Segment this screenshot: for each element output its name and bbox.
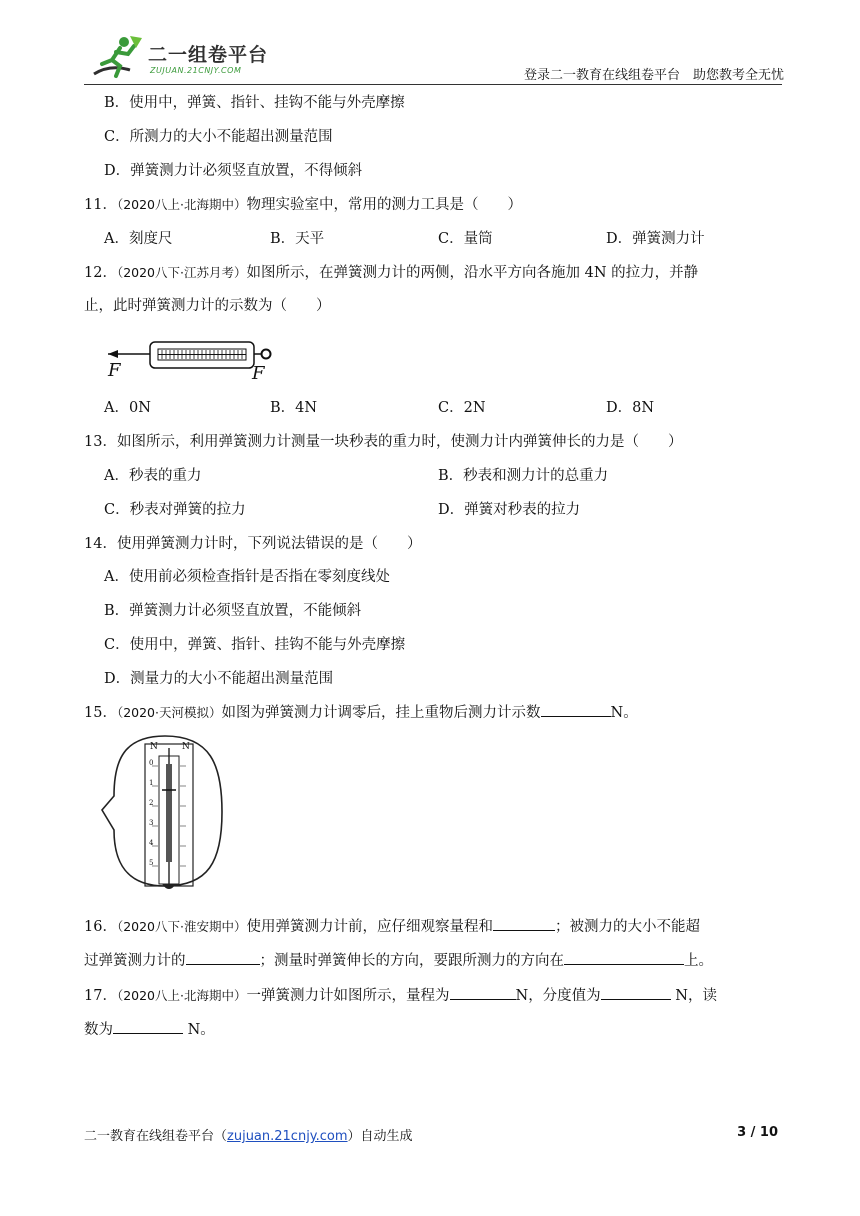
q14-option-c: C．使用中，弹簧、指针、挂钩不能与外壳摩擦 — [104, 637, 406, 653]
q12-stem-line1 — [84, 263, 698, 283]
q10-option-d: D．弹簧测力计必须竖直放置，不得倾斜 — [104, 163, 363, 179]
q15-scale-5: 5 — [149, 859, 154, 867]
q12-number: 12． — [84, 265, 117, 281]
footer-source — [84, 1125, 413, 1144]
q15-unit-right: N — [182, 742, 190, 752]
q11-number: 11． — [84, 197, 117, 213]
q12-option-a: A．0N — [104, 400, 151, 416]
spring-scale-horizontal-figure — [104, 336, 274, 388]
q12-option-d: D．8N — [606, 400, 655, 416]
q13-option-d: D．弹簧对秒表的拉力 — [438, 502, 581, 518]
q13-option-a: A．秒表的重力 — [104, 468, 202, 484]
q13-text: 如图所示，利用弹簧测力计测量一块秒表的重力时，使测力计内弹簧伸长的力是（ ） — [116, 434, 683, 450]
q17-line1 — [84, 985, 717, 1006]
q10-option-b: B．使用中，弹簧、指针、挂钩不能与外壳摩擦 — [104, 95, 405, 111]
q17-text-1: 一弹簧测力计如图所示，量程为 — [246, 988, 450, 1004]
q15-scale-1: 1 — [149, 779, 154, 787]
q15-text: 如图为弹簧测力计调零后，挂上重物后测力计示数 — [221, 705, 541, 721]
q16-blank-2[interactable] — [186, 950, 260, 965]
q14-text: 使用弹簧测力计时，下列说法错误的是（ ） — [116, 536, 422, 552]
q11-option-a: A．刻度尺 — [104, 231, 173, 247]
spring-scale-vertical-figure — [100, 734, 230, 894]
q16-source: （2020八下·淮安期中） — [116, 919, 247, 934]
header-divider — [84, 84, 782, 85]
q12-force-label-right: F — [252, 363, 265, 384]
q11-text: 物理实验室中，常用的测力工具是（ ） — [246, 197, 522, 213]
q14-stem — [84, 534, 421, 554]
header-slogan: 登录二一教育在线组卷平台 助您教考全无忧 — [523, 68, 784, 83]
q15-scale-2: 2 — [149, 799, 154, 807]
q15-unit-left: N — [150, 742, 158, 752]
q10-option-c: C．所测力的大小不能超出测量范围 — [104, 129, 333, 145]
q17-text-5: N。 — [183, 1022, 215, 1038]
footer-link[interactable]: zujuan.21cnjy.com — [227, 1129, 348, 1144]
q11-option-c: C．量筒 — [438, 231, 493, 247]
q12-text-1: 如图所示，在弹簧测力计的两侧，沿水平方向各施加 4N 的拉力，并静 — [246, 265, 699, 281]
page-number: 3 / 10 — [737, 1125, 778, 1140]
q17-number: 17． — [84, 988, 117, 1004]
q16-blank-1[interactable] — [493, 916, 555, 931]
logo-subtext: ZUJUAN.21CNJY.COM — [150, 66, 242, 75]
q11-option-d: D．弹簧测力计 — [606, 231, 705, 247]
footer-text-after: ）自动生成 — [347, 1129, 413, 1144]
q12-option-c: C．2N — [438, 400, 486, 416]
q14-option-a: A．使用前必须检查指针是否指在零刻度线处 — [104, 569, 390, 585]
q16-text-3: 过弹簧测力计的 — [84, 953, 186, 969]
q12-force-label-left: F — [108, 360, 121, 381]
q13-stem — [84, 432, 682, 452]
q13-option-b: B．秒表和测力计的总重力 — [438, 468, 609, 484]
q14-number: 14． — [84, 536, 117, 552]
q17-text-4: 数为 — [84, 1022, 113, 1038]
q11-stem — [84, 195, 522, 215]
footer-text-before: 二一教育在线组卷平台（ — [84, 1129, 228, 1144]
q15-answer-blank[interactable] — [541, 702, 611, 717]
q14-option-d: D．测量力的大小不能超出测量范围 — [104, 671, 334, 687]
q16-text-5: 上。 — [684, 953, 713, 969]
q17-blank-2[interactable] — [601, 985, 671, 1000]
q15-scale-0: 0 — [149, 759, 154, 767]
q15-number: 15． — [84, 705, 117, 721]
q11-source: （2020八上·北海期中） — [116, 197, 247, 212]
logo-runner-icon — [90, 34, 146, 80]
q15-source: （2020·天河模拟） — [116, 705, 222, 720]
q17-text-3: N，读 — [670, 988, 717, 1004]
q16-number: 16． — [84, 919, 117, 935]
q16-text-4: ；测量时弹簧伸长的方向，要跟所测力的方向在 — [259, 953, 564, 969]
q17-blank-3[interactable] — [113, 1019, 183, 1034]
q12-figure — [104, 336, 274, 388]
q16-blank-3[interactable] — [564, 950, 684, 965]
q13-number: 13． — [84, 434, 117, 450]
q16-text-2: ；被测力的大小不能超 — [555, 919, 700, 935]
q17-line2 — [84, 1019, 215, 1040]
logo-text: 二一组卷平台 — [148, 44, 269, 66]
q16-line2 — [84, 950, 713, 971]
q15-figure — [100, 734, 230, 894]
q11-option-b: B．天平 — [270, 231, 325, 247]
q15-stem — [84, 702, 638, 723]
q16-text-1: 使用弹簧测力计前，应仔细观察量程和 — [246, 919, 493, 935]
q16-line1 — [84, 916, 700, 937]
q13-option-c: C．秒表对弹簧的拉力 — [104, 502, 246, 518]
q12-source: （2020八下·江苏月考） — [116, 265, 247, 280]
q17-source: （2020八上·北海期中） — [116, 988, 247, 1003]
q14-option-b: B．弹簧测力计必须竖直放置，不能倾斜 — [104, 603, 362, 619]
q15-text-end: N。 — [610, 705, 638, 721]
header — [84, 30, 784, 84]
q12-option-b: B．4N — [270, 400, 318, 416]
q12-stem-line2: 止，此时弹簧测力计的示数为（ ） — [84, 298, 331, 314]
q17-text-2: N，分度值为 — [515, 988, 601, 1004]
q15-scale-4: 4 — [149, 839, 154, 847]
q15-scale-3: 3 — [149, 819, 154, 827]
q17-blank-1[interactable] — [450, 985, 516, 1000]
